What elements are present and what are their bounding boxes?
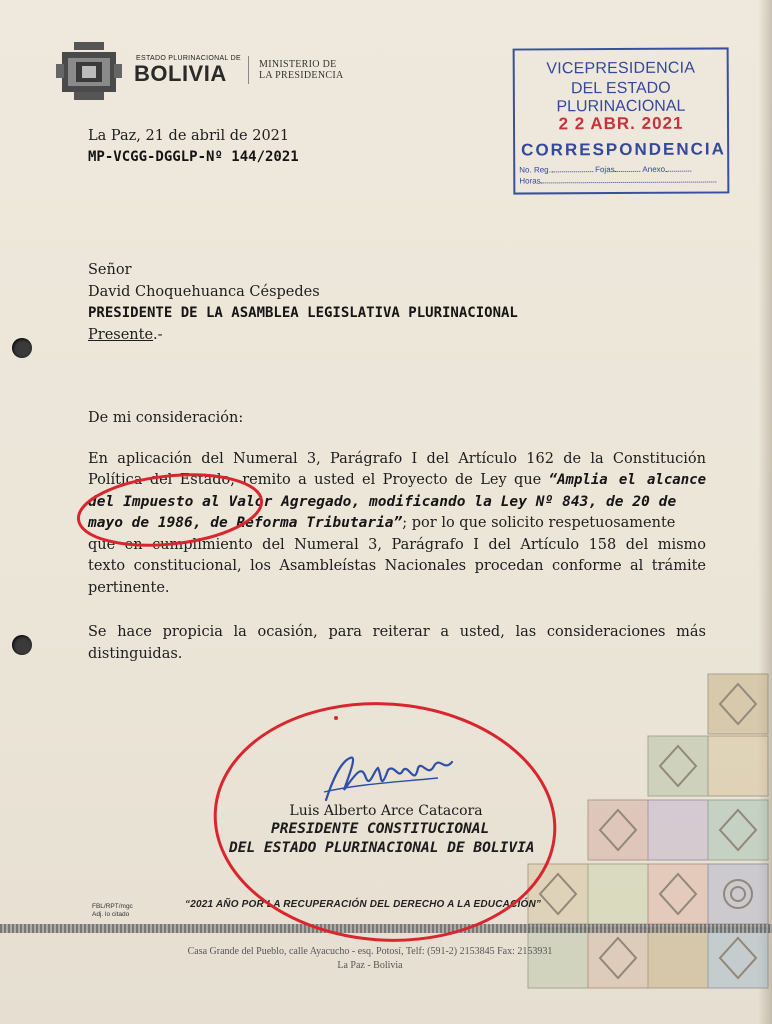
- ministry-line-1: MINISTERIO DE: [259, 59, 337, 70]
- p1-line-2-bill-title: “Amplia el alcance: [548, 472, 706, 488]
- paragraph-1-line-2: [88, 472, 706, 488]
- ministry-name: [259, 59, 343, 81]
- punch-hole-top: [12, 338, 32, 358]
- p1-line-4-plain: ; por lo que solicito respetuosamente: [402, 515, 676, 531]
- paragraph-1-line-5: que en cumplimiento del Numeral 3, Parágrafo I del Artículo 158 del mismo: [88, 537, 706, 553]
- reception-stamp: [513, 47, 730, 194]
- p1-line-4-bill-title: mayo de 1986, de Reforma Tributaria”: [88, 515, 403, 531]
- greeting: De mi consideración:: [88, 410, 244, 426]
- year-motto: “2021 AÑO POR LA RECUPERACIÓN DEL DERECHO A LA EDUCACIÓN”: [185, 899, 542, 910]
- footer-initials: [92, 903, 133, 919]
- paragraph-1-line-6: texto constitucional, los Asambleístas Nacionales procedan conforme al trámite: [88, 558, 706, 574]
- header-divider: [248, 56, 249, 84]
- recipient-name: David Choquehuanca Céspedes: [88, 284, 320, 300]
- signatory-title-line-1: PRESIDENTE CONSTITUCIONAL: [271, 821, 490, 837]
- paragraph-1-line-3: del Impuesto al Valor Agregado, modificando la Ley Nº 843, de 20 de: [88, 494, 677, 510]
- country-name: BOLIVIA: [134, 61, 227, 86]
- presente-word: Presente: [88, 327, 154, 343]
- paragraph-1-line-1: En aplicación del Numeral 3, Parágrafo I del Artículo 162 de la Constitución: [88, 451, 706, 467]
- stamp-date: 2 2 ABR. 2021: [558, 113, 684, 134]
- attachment-note: Adj. lo citado: [92, 911, 130, 918]
- stamp-line-1: VICEPRESIDENCIA: [546, 59, 696, 78]
- letter-date: La Paz, 21 de abril de 2021: [88, 128, 290, 144]
- initials: FBL/RPT/mgc: [92, 903, 133, 910]
- state-label: ESTADO PLURINACIONAL DE: [136, 55, 241, 62]
- signatory-title-line-2: DEL ESTADO PLURINACIONAL DE BOLIVIA: [229, 840, 535, 856]
- presente-suffix: .-: [153, 327, 163, 343]
- ministry-line-2: LA PRESIDENCIA: [259, 70, 344, 81]
- paragraph-1-line-7: pertinente.: [88, 580, 170, 596]
- stamp-line-2: DEL ESTADO PLURINACIONAL: [556, 79, 686, 116]
- presente-line: [88, 327, 163, 343]
- stamp-field-reg: No. Reg.: [519, 165, 551, 175]
- stamp-fields: [519, 164, 716, 187]
- signature-scribble-icon: [318, 748, 468, 808]
- paragraph-2-line-2: distinguidas.: [88, 646, 183, 662]
- recipient-position: PRESIDENTE DE LA ASAMBLEA LEGISLATIVA PLURINACIONAL: [88, 305, 518, 321]
- stamp-field-fojas: Fojas: [595, 165, 615, 175]
- punch-hole-bottom: [12, 635, 32, 655]
- salutation-title: Señor: [88, 262, 132, 278]
- stamp-correspondence: CORRESPONDENCIA: [521, 139, 726, 160]
- footer-address: Casa Grande del Pueblo, calle Ayacucho - esq. Potosí, Telf: (591-2) 2153845 Fax: 2153931: [187, 946, 553, 957]
- footer-city: La Paz - Bolivia: [337, 960, 403, 971]
- p1-line-2-plain: Política del Estado, remito a usted el Proyecto de Ley que: [88, 472, 549, 488]
- paragraph-1-line-4: [88, 515, 675, 531]
- footer-rule: [0, 924, 772, 933]
- reference-number: MP-VCGG-DGGLP-Nº 144/2021: [88, 149, 299, 165]
- signatory-name: Luis Alberto Arce Catacora: [289, 803, 483, 819]
- stamp-field-horas: Horas: [519, 176, 541, 186]
- stamp-field-anexo: Anexo: [642, 164, 666, 174]
- coat-of-arms-icon: [56, 38, 122, 104]
- paragraph-2-line-1: Se hace propicia la ocasión, para reiterar a usted, las consideraciones más: [88, 624, 706, 640]
